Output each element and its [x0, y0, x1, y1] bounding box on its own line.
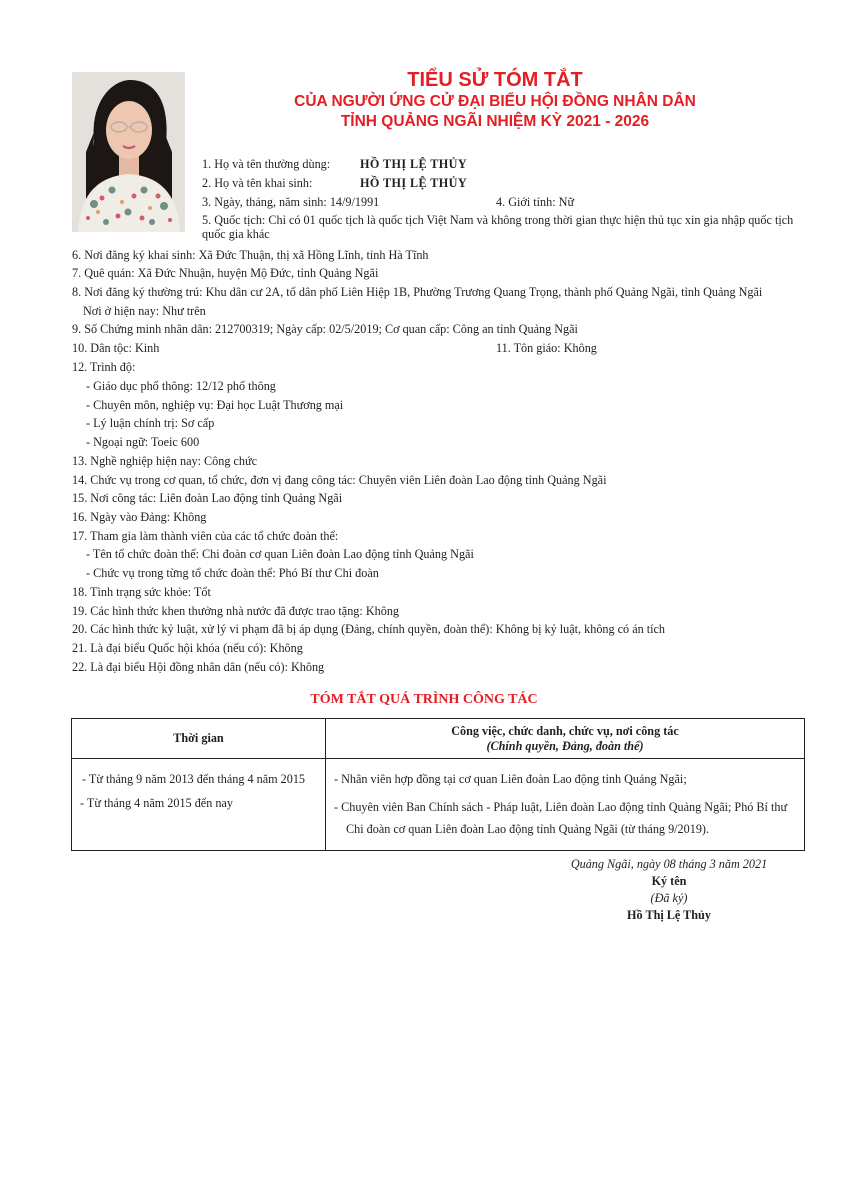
field-education-heading: 12. Trình độ:: [72, 360, 136, 374]
table-header-work-line2: (Chính quyền, Đảng, đoàn thể): [486, 738, 644, 753]
field-discipline: 20. Các hình thức kỷ luật, xử lý vi phạm đã bị áp dụng (Đảng, chính quyền, đoàn thể): Không bị kỷ luật, không có án tích: [72, 622, 666, 636]
candidate-portrait-photo: [72, 72, 185, 232]
field-current-residence: Nơi ở hiện nay: Như trên: [83, 304, 206, 318]
signature-block: [540, 856, 798, 924]
field-birth-registration: 6. Nơi đăng ký khai sinh: Xã Đức Thuận, thị xã Hồng Lĩnh, tỉnh Hà Tĩnh: [72, 248, 429, 262]
field-national-assembly: 21. Là đại biểu Quốc hội khóa (nếu có): Không: [72, 641, 303, 655]
table-cell-work: [326, 759, 805, 851]
field-peoples-council: 22. Là đại biểu Hội đồng nhân dân (nếu có): Không: [72, 660, 325, 674]
field-education-professional: - Chuyên môn, nghiệp vụ: Đại học Luật Thương mại: [86, 398, 344, 412]
table-header-row: [72, 719, 805, 759]
field-occupation: 13. Nghề nghiệp hiện nay: Công chức: [72, 454, 257, 468]
field-hometown: 7. Quê quán: Xã Đức Nhuận, huyện Mộ Đức, tỉnh Quảng Ngãi: [72, 266, 379, 280]
table-header-work-line1: Công việc, chức danh, chức vụ, nơi công tác: [451, 723, 679, 738]
field-common-name-label: 1. Họ và tên thường dùng:: [202, 157, 331, 171]
field-awards: 19. Các hình thức khen thưởng nhà nước đã được trao tặng: Không: [72, 604, 400, 618]
signature-label: Ký tên: [651, 874, 687, 888]
work-history-title: TÓM TẮT QUÁ TRÌNH CÔNG TÁC: [310, 692, 538, 707]
portrait-icon: [72, 72, 185, 232]
field-education-general: - Giáo dục phổ thông: 12/12 phổ thông: [86, 379, 276, 393]
table-row: [72, 759, 805, 851]
field-birth-name-label: 2. Họ và tên khai sinh:: [202, 176, 313, 190]
field-id-card: 9. Số Chứng minh nhân dân: 212700319; Ngày cấp: 02/5/2019; Cơ quan cấp: Công an tỉnh Quảng Ngãi: [72, 322, 578, 336]
field-organizations-heading: 17. Tham gia làm thành viên của các tổ chức đoàn thể:: [72, 529, 339, 543]
time-entry-2: - Từ tháng 4 năm 2015 đến nay: [80, 796, 233, 810]
table-cell-time: [72, 759, 326, 851]
field-education-political: - Lý luận chính trị: Sơ cấp: [86, 416, 215, 430]
field-organization-role: - Chức vụ trong từng tổ chức đoàn thể: Phó Bí thư Chi đoàn: [86, 566, 379, 580]
document-title: [230, 68, 760, 132]
signature-place-date: Quảng Ngãi, ngày 08 tháng 3 năm 2021: [570, 857, 768, 871]
field-ethnicity: 10. Dân tộc: Kinh: [72, 341, 160, 355]
table-header-work: [326, 719, 805, 759]
title-line-3: TỈNH QUẢNG NGÃI NHIỆM KỲ 2021 - 2026: [340, 113, 650, 130]
field-common-name-value: HỒ THỊ LỆ THỦY: [360, 157, 468, 171]
field-gender: 4. Giới tính: Nữ: [496, 195, 575, 209]
work-entry-1: - Nhân viên hợp đồng tại cơ quan Liên đoàn Lao động tỉnh Quảng Ngãi;: [334, 772, 687, 786]
work-entry-2: - Chuyên viên Ban Chính sách - Pháp luật, Liên đoàn Lao động tỉnh Quảng Ngãi; Phó Bí thư Chi đoàn cơ quan Liên đoàn Lao động tỉnh Quảng Ngãi (từ tháng 9/2019).: [334, 800, 788, 836]
field-organization-name: - Tên tổ chức đoàn thể: Chi đoàn cơ quan Liên đoàn Lao động tỉnh Quảng Ngãi: [86, 547, 474, 561]
work-history-table: [71, 718, 805, 851]
signature-name: Hồ Thị Lệ Thủy: [627, 908, 711, 922]
field-position: 14. Chức vụ trong cơ quan, tổ chức, đơn vị đang công tác: Chuyên viên Liên đoàn Lao động tỉnh Quảng Ngãi: [72, 473, 607, 487]
title-line-2: CỦA NGƯỜI ỨNG CỬ ĐẠI BIỂU HỘI ĐỒNG NHÂN DÂN: [294, 93, 696, 110]
field-workplace: 15. Nơi công tác: Liên đoàn Lao động tỉnh Quảng Ngãi: [72, 491, 343, 505]
field-permanent-residence: 8. Nơi đăng ký thường trú: Khu dân cư 2A, tổ dân phố Liên Hiệp 1B, Phường Trương Quang Trọng, thành phố Quảng Ngãi, tỉnh Quảng Ngãi: [72, 285, 763, 299]
table-header-time: [72, 719, 326, 759]
field-party-date: 16. Ngày vào Đảng: Không: [72, 510, 207, 524]
field-date-of-birth: 3. Ngày, tháng, năm sinh: 14/9/1991: [202, 195, 380, 209]
table-header-time-label: Thời gian: [173, 731, 224, 745]
field-birth-name-value: HỒ THỊ LỆ THỦY: [360, 176, 468, 190]
field-education-language: - Ngoại ngữ: Toeic 600: [86, 435, 200, 449]
field-health: 18. Tình trạng sức khỏe: Tốt: [72, 585, 211, 599]
time-entry-1: - Từ tháng 9 năm 2013 đến tháng 4 năm 2015: [82, 772, 306, 786]
field-religion: 11. Tôn giáo: Không: [496, 341, 597, 355]
field-nationality: 5. Quốc tịch: Chỉ có 01 quốc tịch là quốc tịch Việt Nam và không trong thời gian thực hiện thủ tục xin gia nhập quốc tịch quốc gia khác: [202, 213, 794, 241]
title-line-1: TIỂU SỬ TÓM TẮT: [407, 69, 583, 91]
signature-signed-note: (Đã ký): [650, 891, 688, 905]
